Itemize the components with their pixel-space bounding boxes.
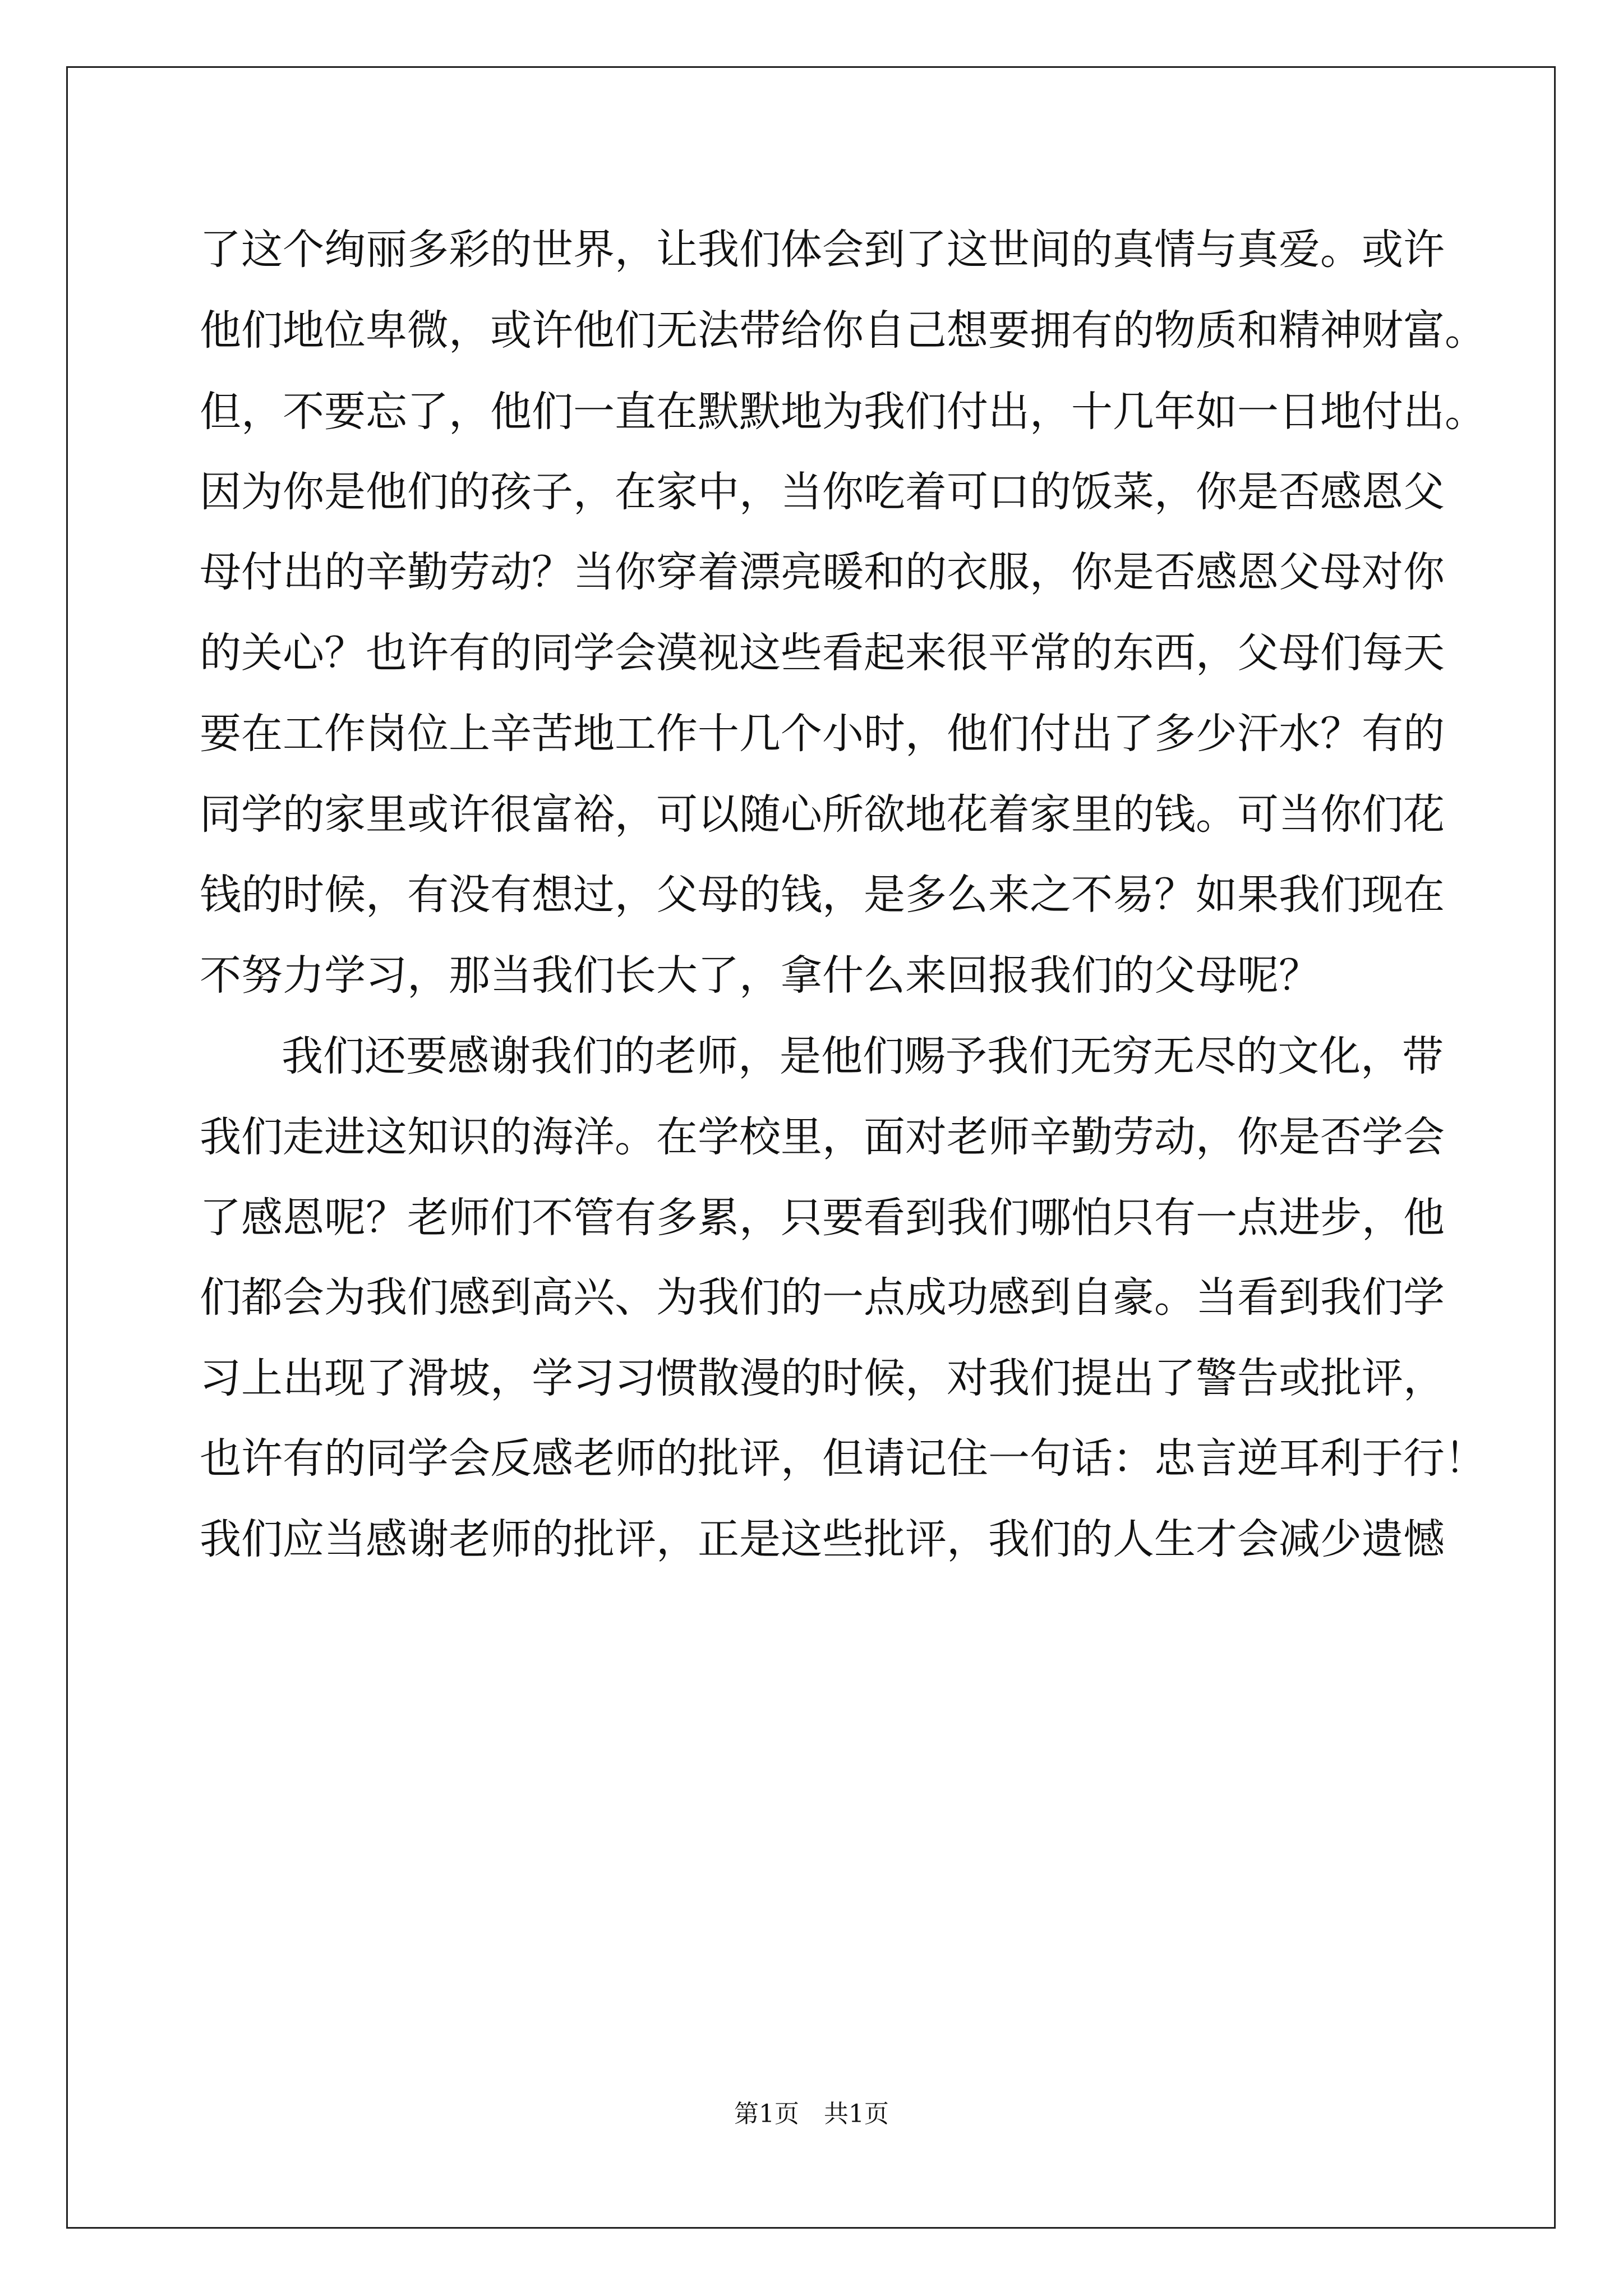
text-line: 了感恩呢？老师们不管有多累，只要看到我们哪怕只有一点进步，他 <box>200 1194 1445 1242</box>
text-line: 了这个绚丽多彩的世界，让我们体会到了这世间的真情与真爱。或许 <box>200 226 1445 274</box>
text-line: 习上出现了滑坡，学习习惯散漫的时候，对我们提出了警告或批评， <box>200 1354 1445 1402</box>
text-line: 要在工作岗位上辛苦地工作十几个小时，他们付出了多少汗水？有的 <box>200 710 1445 758</box>
text-line: 我们还要感谢我们的老师，是他们赐予我们无穷无尽的文化，带 <box>282 1032 1444 1080</box>
text-line: 但，不要忘了，他们一直在默默地为我们付出，十几年如一日地付出。 <box>200 388 1486 436</box>
text-line: 们都会为我们感到高兴、为我们的一点成功感到自豪。当看到我们学 <box>200 1273 1445 1322</box>
text-line: 钱的时候，有没有想过，父母的钱，是多么来之不易？如果我们现在 <box>200 871 1445 919</box>
page-footer: 第1页 共1页 <box>734 2100 889 2128</box>
text-line: 因为你是他们的孩子，在家中，当你吃着可口的饭菜，你是否感恩父 <box>200 468 1445 516</box>
text-line: 母付出的辛勤劳动？当你穿着漂亮暖和的衣服，你是否感恩父母对你 <box>200 548 1445 596</box>
text-line: 的关心？也许有的同学会漠视这些看起来很平常的东西，父母们每天 <box>200 629 1445 677</box>
text-line: 我们走进这知识的海洋。在学校里，面对老师辛勤劳动，你是否学会 <box>200 1113 1445 1161</box>
text-line: 他们地位卑微，或许他们无法带给你自己想要拥有的物质和精神财富。 <box>200 306 1486 355</box>
text-line: 同学的家里或许很富裕，可以随心所欲地花着家里的钱。可当你们花 <box>200 790 1445 839</box>
text-line: 不努力学习，那当我们长大了，拿什么来回报我们的父母呢？ <box>200 951 1320 1000</box>
text-line: 我们应当感谢老师的批评，正是这些批评，我们的人生才会减少遗憾 <box>200 1515 1445 1563</box>
text-line: 也许有的同学会反感老师的批评，但请记住一句话：忠言逆耳利于行！ <box>200 1434 1486 1483</box>
